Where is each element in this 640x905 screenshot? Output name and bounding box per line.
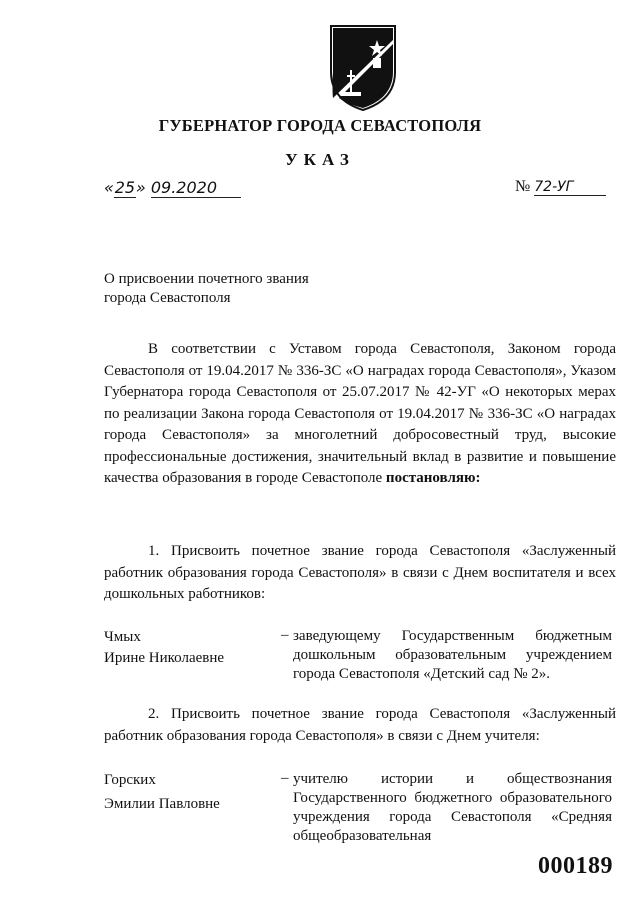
item-2-paragraph: 2. Присвоить почетное звание города Севастополя «Заслуженный работник образования города Севастополя» в связи с Днем учителя:	[104, 706, 616, 744]
number-value: 72-УГ	[534, 179, 606, 196]
decree-number	[515, 178, 606, 196]
coat-of-arms-emblem	[327, 20, 399, 112]
date-day: 25	[114, 178, 136, 197]
date-close-quote: »	[135, 178, 146, 197]
item-1-surname: Чмых	[104, 629, 141, 645]
decree-subject	[104, 270, 424, 308]
item-2-given-names: Эмилии Павловне	[104, 796, 220, 812]
item-1-paragraph: 1. Присвоить почетное звание города Севастополя «Заслуженный работник образования города Севастополя» в связи с Днем воспитателя и всех дошкольных работников:	[104, 543, 616, 602]
document-type-heading: УКАЗ	[285, 150, 355, 169]
resolve-colon: :	[475, 470, 481, 486]
resolve-word: постановляю	[385, 470, 476, 486]
item-2-surname: Горских	[104, 772, 156, 788]
coat-of-arms-icon	[327, 20, 399, 112]
item-2-person	[104, 770, 284, 815]
date-open-quote: «	[104, 178, 114, 197]
item-2-position: учителю истории и обществознания Государственного бюджетного образовательного учреждения города Севастополя «Средняя общеобразовательная	[293, 771, 612, 844]
date-month-year: 09.2020	[151, 178, 241, 198]
subject-line-2: города Севастополя	[104, 290, 231, 306]
subject-line-1: О присвоении почетного звания	[104, 271, 309, 287]
decree-date	[104, 178, 241, 198]
preamble-paragraph	[104, 339, 616, 490]
issuing-authority-heading: ГУБЕРНАТОР ГОРОДА СЕВАСТОПОЛЯ	[158, 116, 482, 135]
preamble-text: В соответствии с Уставом города Севастополя, Законом города Севастополя от 19.04.2017 № 336-ЗС «О наградах города Севастополя», Указом Губернатора города Севастополя от 25.07.2017 № 42-УГ «О некоторых мерах по реализации Закона города Севастополя от 19.04.2017 № 336-ЗС «О наградах города Севастополя» за многолетний добросовестный труд, высокие профессиональные достижения, значительный вклад в развитие и повышение качества образования в городе Севастополе	[104, 341, 616, 486]
item-2-dash: –	[281, 770, 289, 786]
item-1-position: заведующему Государственным бюджетным дошкольным образовательным учреждением города Севастополя «Детский сад № 2».	[293, 628, 612, 682]
form-serial-number: 000189	[538, 853, 613, 879]
item-1-person	[104, 627, 284, 669]
number-prefix: №	[515, 178, 531, 195]
item-1-given-names: Ирине Николаевне	[104, 650, 225, 666]
item-1-dash: –	[281, 627, 289, 643]
